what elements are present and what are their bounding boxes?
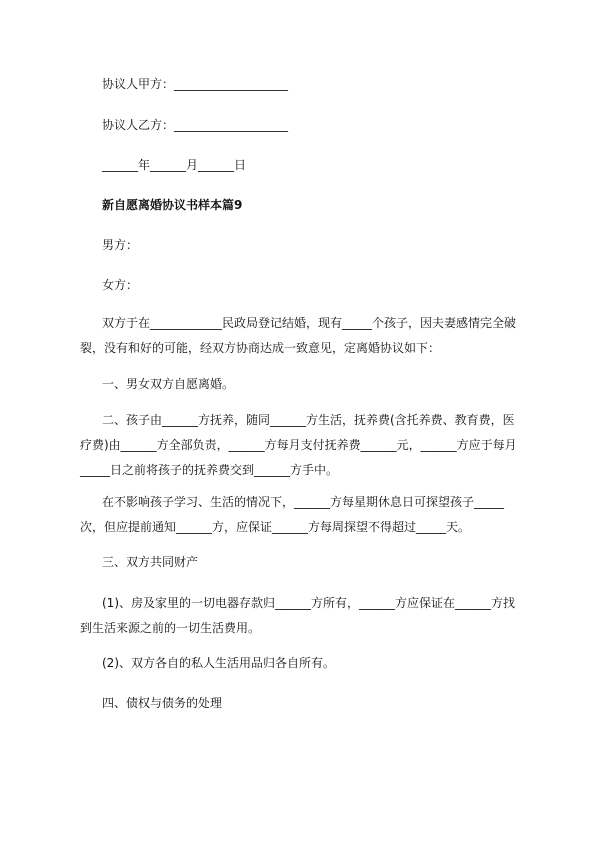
property-item-1: (1)、房及家里的一切电器存款归______方所有，______方应保证在______方找到生活来源之前的一切生活费用。 — [80, 596, 516, 635]
property-item-2: (2)、双方各自的私人生活用品归各自所有。 — [102, 656, 335, 670]
male-party-label: 男方： — [102, 238, 139, 252]
party-b-line: 协议人乙方：___________________ — [102, 118, 289, 132]
date-line: ______年______月______日 — [102, 158, 247, 172]
clause-4-heading: 四、债权与债务的处理 — [102, 696, 223, 710]
clause-1: 一、男女双方自愿离婚。 — [102, 377, 235, 391]
clause-2: 二、孩子由______方抚养，随同______方生活，抚养费(含托养费、教育费，医疗费)由______方全部负责，______方每月支付抚养费______元，______方应于每月_____日之前将孩子的抚养费交到______方手中。 — [80, 413, 517, 477]
female-party-label: 女方： — [102, 278, 139, 292]
section-title: 新自愿离婚协议书样本篇9 — [102, 198, 243, 212]
clause-3-heading: 三、双方共同财产 — [102, 555, 199, 569]
visitation-paragraph: 在不影响孩子学习、生活的情况下，______方每星期休息日可探望孩子_____次，但应提前通知______方，应保证______方每周探望不得超过_____天。 — [80, 495, 505, 534]
intro-paragraph: 双方于在____________民政局登记结婚，现有_____个孩子，因夫妻感情完全破裂，没有和好的可能，经双方协商达成一致意见，定离婚协议如下： — [80, 316, 517, 355]
party-a-line: 协议人甲方：___________________ — [102, 77, 289, 91]
